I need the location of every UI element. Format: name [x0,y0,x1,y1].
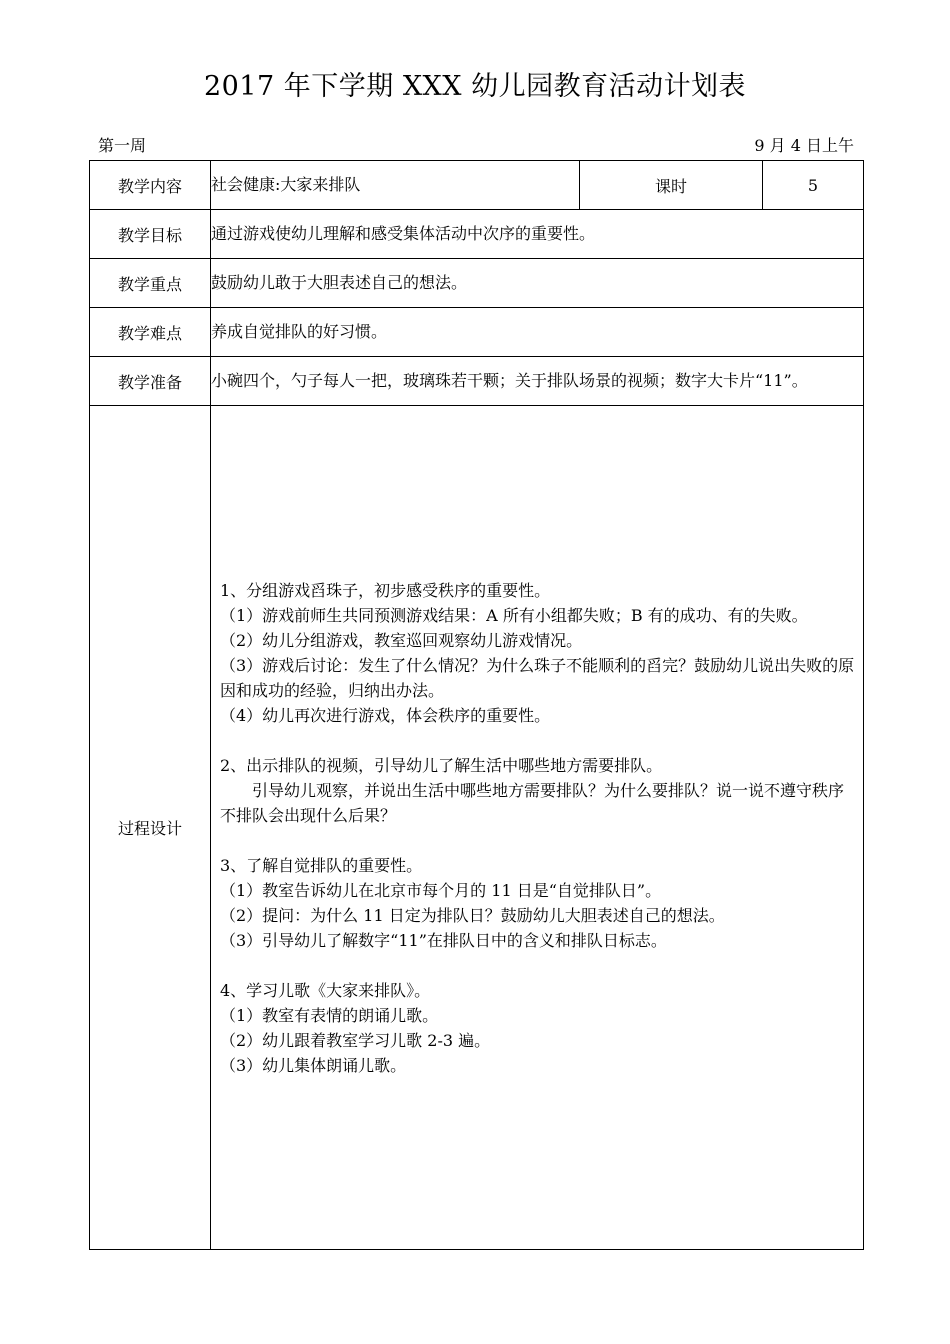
hours-label: 课时 [580,161,763,210]
content-value: 社会健康:大家来排队 [211,161,580,210]
section-2-heading: 2、出示排队的视频，引导幼儿了解生活中哪些地方需要排队。 [220,755,663,775]
hours-value: 5 [763,161,864,210]
row-content [90,161,864,210]
section-1-heading: 1、分组游戏舀珠子，初步感受秩序的重要性。 [220,580,551,600]
section-1-item-1: （1）游戏前师生共同预测游戏结果：A 所有小组都失败；B 有的成功、有的失败。 [220,605,808,625]
row-focus [90,259,864,308]
row-process [90,406,864,1250]
process-content [211,578,863,1078]
row-prep [90,357,864,406]
process-label: 过程设计 [90,406,211,1250]
section-4-item-1: （1）教室有表情的朗诵儿歌。 [220,1005,439,1025]
week-label: 第一周 [98,136,147,155]
difficulty-label: 教学难点 [90,308,211,357]
section-4-item-2: （2）幼儿跟着教室学习儿歌 2-3 遍。 [220,1030,491,1050]
page-title: 2017 年下学期 XXX 幼儿园教育活动计划表 [203,71,747,102]
section-3-item-3: （3）引导幼儿了解数字“11”在排队日中的含义和排队日标志。 [220,930,667,950]
prep-value: 小碗四个，勺子每人一把，玻璃珠若干颗；关于排队场景的视频；数字大卡片“11”。 [211,357,864,406]
goal-value: 通过游戏使幼儿理解和感受集体活动中次序的重要性。 [211,210,864,259]
section-4-heading: 4、学习儿歌《大家来排队》。 [220,980,431,1000]
goal-label: 教学目标 [90,210,211,259]
focus-value: 鼓励幼儿敢于大胆表述自己的想法。 [211,259,864,308]
row-goal [90,210,864,259]
section-2-paragraph: 引导幼儿观察，并说出生活中哪些地方需要排队？为什么要排队？说一说不遵守秩序不排队会出现什么后果？ [220,780,845,825]
content-label: 教学内容 [90,161,211,210]
section-3-item-2: （2）提问：为什么 11 日定为排队日？鼓励幼儿大胆表述自己的想法。 [220,905,725,925]
plan-table [89,160,864,1250]
section-3-item-1: （1）教室告诉幼儿在北京市每个月的 11 日是“自觉排队日”。 [220,880,662,900]
prep-label: 教学准备 [90,357,211,406]
section-1-item-4: （4）幼儿再次进行游戏，体会秩序的重要性。 [220,705,551,725]
focus-label: 教学重点 [90,259,211,308]
section-1-item-2: （2）幼儿分组游戏，教室巡回观察幼儿游戏情况。 [220,630,583,650]
difficulty-value: 养成自觉排队的好习惯。 [211,308,864,357]
section-3-heading: 3、了解自觉排队的重要性。 [220,855,423,875]
date-label: 9 月 4 日上午 [754,136,854,155]
process-cell [211,406,864,1250]
section-1-item-3: （3）游戏后讨论：发生了什么情况？为什么珠子不能顺利的舀完？鼓励幼儿说出失败的原因和成功的经验，归纳出办法。 [220,655,855,700]
row-difficulty [90,308,864,357]
section-4-item-3: （3）幼儿集体朗诵儿歌。 [220,1055,407,1075]
